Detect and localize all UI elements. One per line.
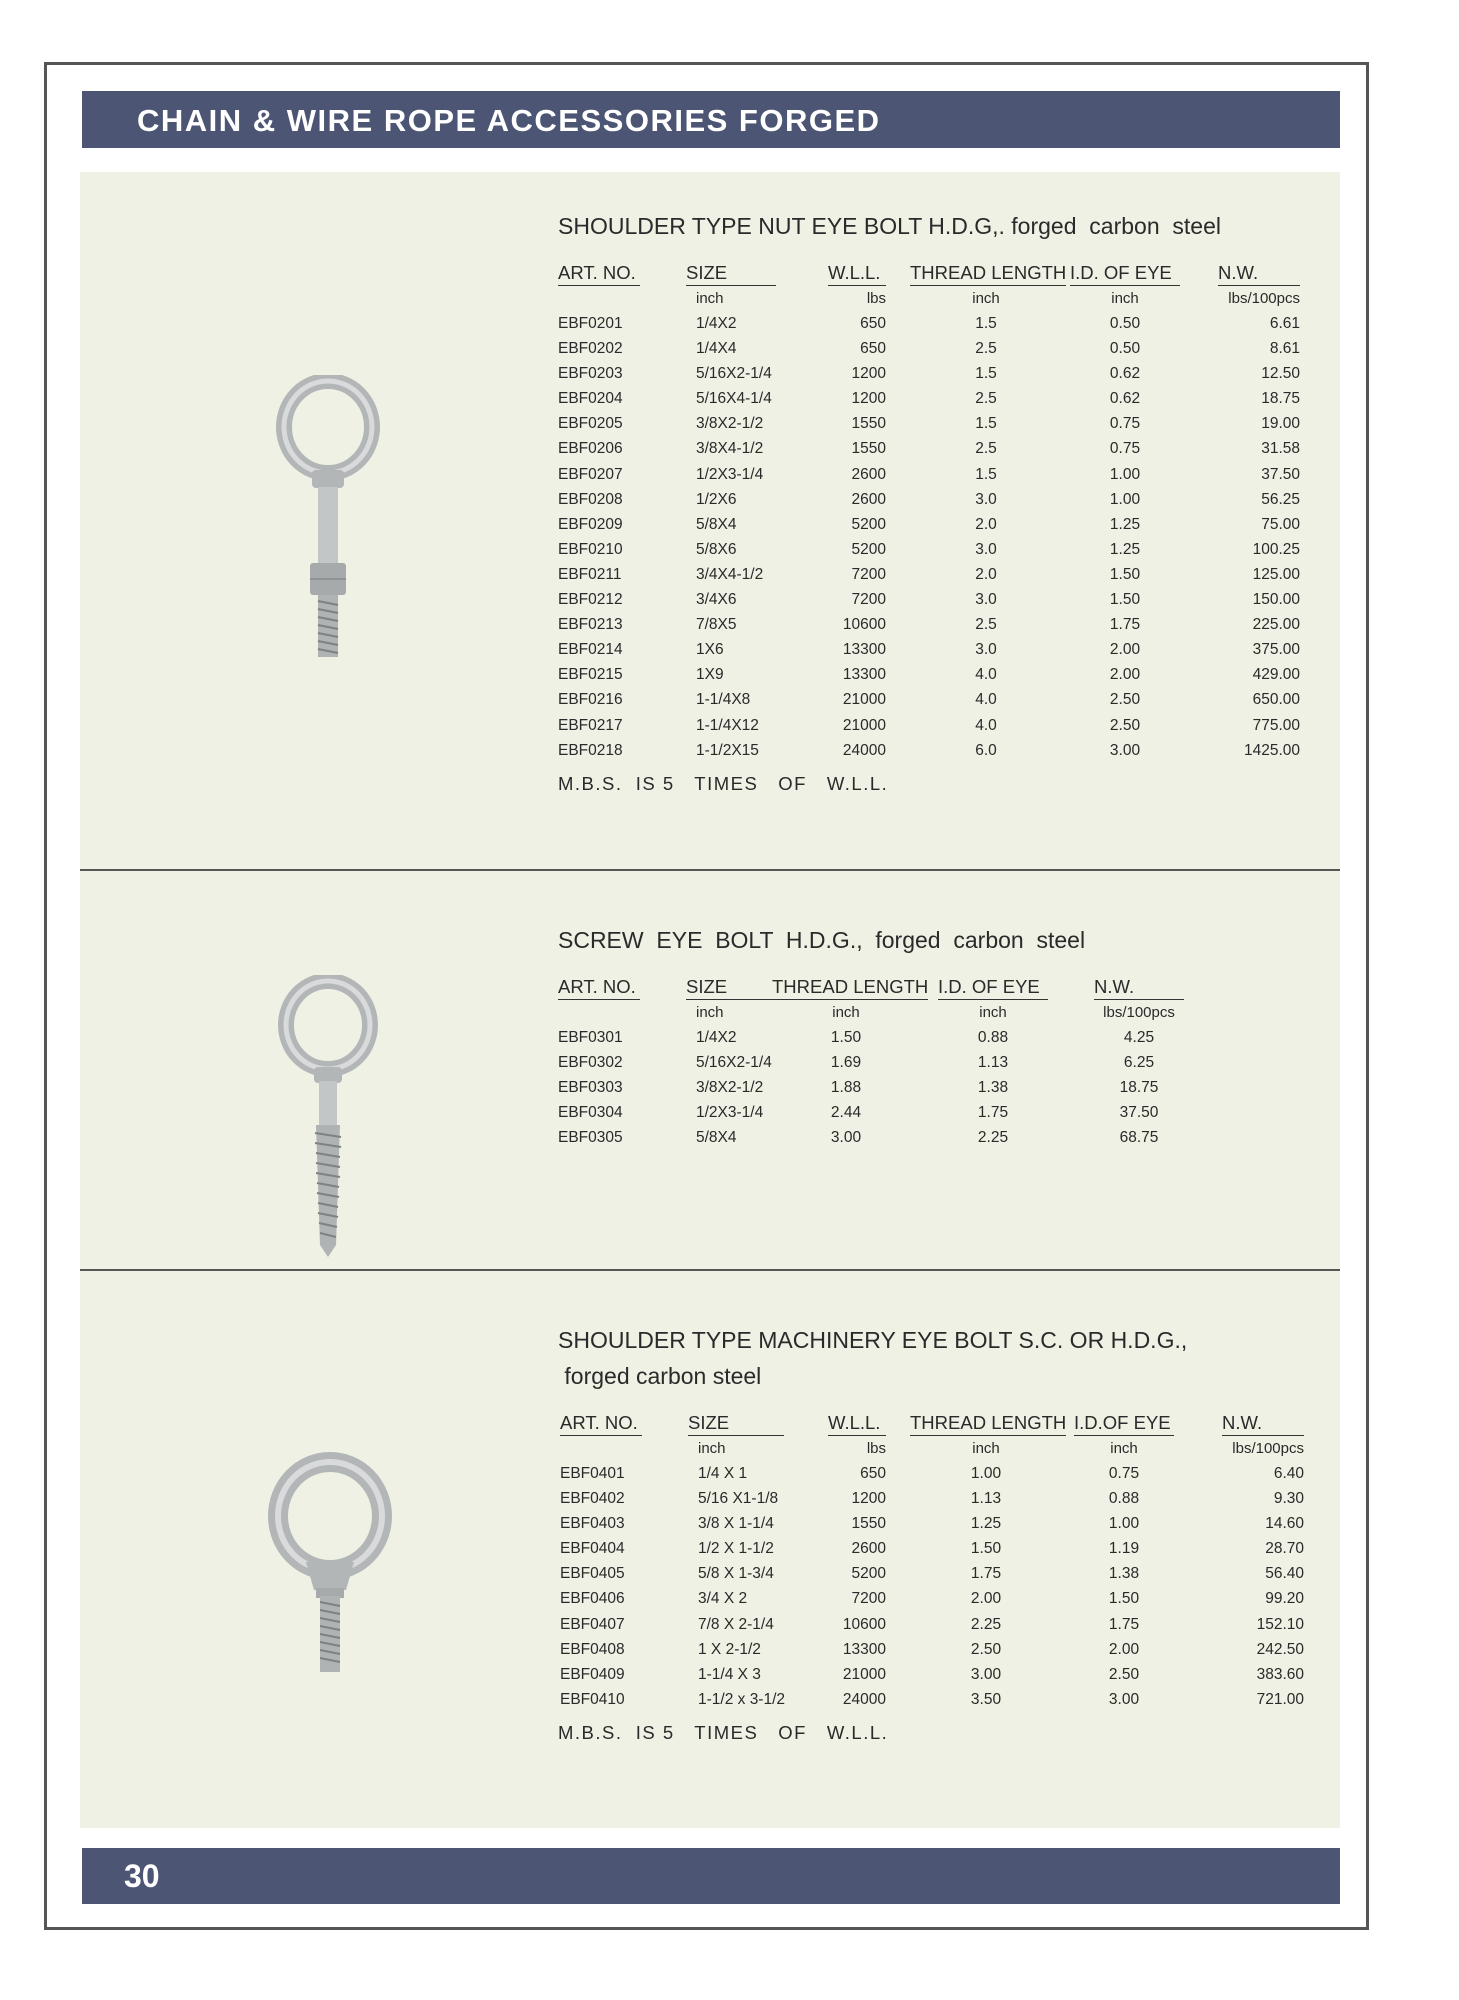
table-cell: 3/4X4-1/2 — [696, 565, 764, 583]
table-cell: 2.5 — [975, 616, 997, 634]
mbs-note: M.B.S. IS 5 TIMES OF W.L.L. — [558, 1721, 889, 1743]
table-cell: 5/8X4 — [696, 1129, 737, 1147]
table-cell: 2.44 — [830, 1104, 862, 1122]
table-row — [558, 1465, 1304, 1490]
table-cell: 3.50 — [970, 1690, 1002, 1708]
table-cell: 1.5 — [975, 415, 997, 433]
table-row — [558, 1490, 1304, 1515]
table-cell: EBF0203 — [558, 365, 623, 383]
column-header: I.D. OF EYE — [938, 976, 1048, 1000]
table-cell: 3.0 — [975, 540, 997, 558]
table-cell: 100.25 — [1252, 540, 1300, 558]
table-cell: 3/8X2-1/2 — [696, 1079, 764, 1097]
table-row — [558, 365, 1300, 390]
table-cell: 8.61 — [1269, 340, 1300, 358]
table-cell: EBF0304 — [558, 1104, 623, 1122]
section-machinery-eye-bolt — [558, 1322, 1304, 1744]
table-cell: 1-1/4X12 — [696, 716, 759, 734]
table-cell: 3/4 X 2 — [698, 1590, 748, 1608]
table-cell: 1-1/4 X 3 — [698, 1665, 761, 1683]
table-row — [558, 1515, 1304, 1540]
table-cell: 1550 — [851, 440, 886, 458]
table-cell: 3/8X4-1/2 — [696, 440, 764, 458]
column-unit: lbs — [866, 1440, 886, 1457]
table-row — [558, 1665, 1304, 1691]
column-header: I.D.OF EYE — [1074, 1412, 1174, 1436]
table-cell: 19.00 — [1261, 415, 1300, 433]
table-cell: 1/4X2 — [696, 1029, 737, 1046]
table-cell: 2.5 — [975, 440, 997, 458]
table-header — [558, 1412, 1263, 1440]
column-unit: inch — [832, 1004, 860, 1021]
table-cell: 2.25 — [977, 1129, 1009, 1147]
table-cell: 2600 — [851, 465, 886, 483]
table-cell: 2.00 — [970, 1590, 1002, 1608]
table-cell: 383.60 — [1256, 1665, 1304, 1683]
table-cell: 1.00 — [1108, 1515, 1140, 1533]
table-cell: 2.0 — [975, 515, 997, 533]
unit-row — [558, 1440, 1304, 1465]
table-cell: 2.5 — [975, 340, 997, 358]
table-cell: 2600 — [851, 1540, 886, 1558]
table-cell: 21000 — [842, 1665, 886, 1683]
table-cell: 1-1/4X8 — [696, 691, 751, 709]
column-header: ART. NO. — [558, 262, 640, 286]
section-screw-eye-bolt — [558, 922, 1175, 1154]
table-cell: 1.38 — [977, 1079, 1009, 1097]
table-cell: 5/16 X1-1/8 — [698, 1490, 779, 1508]
column-header: W.L.L. — [828, 1412, 886, 1436]
table-cell: 1200 — [851, 1490, 886, 1508]
column-unit: lbs — [866, 290, 886, 307]
column-header: THREAD LENGTH — [772, 976, 928, 1000]
table-cell: 4.0 — [975, 666, 997, 684]
table-cell: 7200 — [851, 565, 886, 583]
table-header — [558, 976, 1135, 1004]
table-cell: 3.0 — [975, 591, 997, 609]
page-number: 30 — [124, 1858, 160, 1894]
table-cell: 2.25 — [970, 1615, 1002, 1633]
column-header: ART. NO. — [560, 1412, 642, 1436]
column-unit: lbs/100pcs — [1232, 1440, 1304, 1457]
table-cell: 1 X 2-1/2 — [698, 1640, 761, 1658]
table-cell: 4.0 — [975, 716, 997, 734]
table-cell: EBF0301 — [558, 1029, 623, 1046]
table-cell: 0.75 — [1109, 440, 1141, 458]
table-cell: 37.50 — [1119, 1104, 1159, 1122]
table-cell: 1/4X4 — [696, 340, 737, 358]
table-row — [558, 1029, 1155, 1054]
table-cell: 5200 — [851, 1565, 886, 1583]
shoulder-nut-eye-bolt-icon — [270, 375, 390, 665]
table-cell: 3.00 — [830, 1129, 862, 1147]
column-header: SIZE — [686, 976, 776, 1000]
table-cell: EBF0402 — [560, 1490, 625, 1508]
table-cell: 7200 — [851, 591, 886, 609]
table-cell: 31.58 — [1261, 440, 1300, 458]
table-cell: 0.75 — [1108, 1465, 1140, 1482]
table-row — [558, 565, 1300, 591]
table-cell: 1.69 — [830, 1054, 862, 1072]
column-header: SIZE — [686, 262, 776, 286]
table-row — [558, 1079, 1159, 1104]
table-cell: EBF0408 — [560, 1640, 625, 1658]
table-cell: 1.00 — [1109, 490, 1141, 508]
table-cell: EBF0205 — [558, 415, 623, 433]
table-cell: 2.50 — [1109, 691, 1141, 709]
table-row — [558, 1054, 1155, 1079]
table-cell: 3.0 — [975, 490, 997, 508]
table-cell: 1/2 X 1-1/2 — [698, 1540, 774, 1558]
table-row — [558, 1565, 1304, 1590]
table-cell: EBF0216 — [558, 691, 623, 709]
table-cell: 1.75 — [1109, 616, 1141, 634]
table-cell: 2.50 — [1109, 716, 1141, 734]
section-title: SHOULDER TYPE NUT EYE BOLT H.D.G,. forged carbon steel — [558, 213, 1221, 239]
table-cell: 225.00 — [1252, 616, 1300, 634]
table-cell: EBF0209 — [558, 515, 623, 533]
unit-row — [558, 290, 1300, 315]
column-header: THREAD LENGTH — [910, 1412, 1066, 1436]
table-cell: 13300 — [842, 1640, 886, 1658]
table-cell: EBF0208 — [558, 490, 623, 508]
column-unit: inch — [972, 1440, 1000, 1457]
table-cell: 2.00 — [1109, 666, 1141, 684]
table-cell: 0.88 — [1108, 1490, 1140, 1508]
table-cell: EBF0218 — [558, 741, 623, 759]
table-cell: 13300 — [842, 641, 886, 659]
table-cell: 1.75 — [1108, 1615, 1140, 1633]
table-cell: EBF0303 — [558, 1079, 623, 1097]
table-cell: EBF0404 — [560, 1540, 625, 1558]
table-cell: 6.0 — [975, 741, 997, 759]
machinery-eye-bolt-icon — [262, 1450, 402, 1680]
column-header: THREAD LENGTH — [910, 262, 1066, 286]
table-cell: EBF0212 — [558, 591, 623, 609]
table-cell: 1.5 — [975, 365, 997, 383]
table-row — [558, 390, 1300, 415]
table-row — [558, 315, 1300, 340]
table-cell: 1-1/2 x 3-1/2 — [698, 1690, 786, 1708]
table-cell: EBF0202 — [558, 340, 623, 358]
table-cell: 2.50 — [970, 1640, 1002, 1658]
column-unit: inch — [1111, 290, 1139, 307]
table-cell: 1.5 — [975, 315, 997, 332]
column-unit: inch — [698, 1440, 726, 1457]
table-cell: EBF0405 — [560, 1565, 625, 1583]
table-cell: EBF0204 — [558, 390, 623, 408]
table-cell: 1.50 — [970, 1540, 1002, 1558]
table-cell: 1.75 — [977, 1104, 1009, 1122]
table-cell: 56.25 — [1261, 490, 1300, 508]
table-cell: 2.5 — [975, 390, 997, 408]
table-cell: 0.88 — [977, 1029, 1009, 1046]
table-cell: 125.00 — [1252, 565, 1300, 583]
table-cell: 2.0 — [975, 565, 997, 583]
table-cell: 7200 — [851, 1590, 886, 1608]
table-cell: EBF0409 — [560, 1665, 625, 1683]
column-unit: lbs/100pcs — [1228, 290, 1300, 307]
table-cell: 13300 — [842, 666, 886, 684]
table-cell: 1/2X3-1/4 — [696, 465, 764, 483]
section-title: SCREW EYE BOLT H.D.G., forged carbon steel — [558, 927, 1086, 953]
table-cell: 721.00 — [1256, 1690, 1304, 1708]
table-cell: 5/16X2-1/4 — [696, 365, 772, 383]
table-cell: 5/8 X 1-3/4 — [698, 1565, 774, 1583]
table-row — [558, 1640, 1304, 1666]
table-cell: 6.61 — [1269, 315, 1300, 332]
table-cell: 650 — [860, 315, 886, 332]
screw-eye-bolt-icon — [270, 975, 390, 1265]
table-cell: 429.00 — [1252, 666, 1300, 684]
table-cell: 1.50 — [1109, 565, 1141, 583]
table-cell: 3.00 — [970, 1665, 1002, 1683]
table-cell: 6.25 — [1123, 1054, 1155, 1072]
table-cell: 1200 — [851, 390, 886, 408]
table-cell: EBF0217 — [558, 716, 623, 734]
spec-table — [558, 1412, 1304, 1716]
table-cell: 650 — [860, 1465, 886, 1482]
table-cell: EBF0401 — [560, 1465, 625, 1482]
table-row — [558, 741, 1300, 767]
table-cell: 5/16X2-1/4 — [696, 1054, 772, 1072]
table-row — [558, 415, 1300, 440]
table-cell: 242.50 — [1256, 1640, 1304, 1658]
table-cell: EBF0215 — [558, 666, 623, 684]
table-cell: 1.25 — [1109, 540, 1141, 558]
table-cell: EBF0207 — [558, 465, 623, 483]
table-row — [558, 1104, 1159, 1129]
table-cell: 5/8X6 — [696, 540, 737, 558]
table-row — [558, 1129, 1159, 1154]
table-row — [558, 666, 1300, 691]
table-cell: 650.00 — [1252, 691, 1300, 709]
table-cell: EBF0201 — [558, 315, 623, 332]
table-cell: 28.70 — [1265, 1540, 1304, 1558]
table-cell: 0.50 — [1109, 315, 1141, 332]
table-cell: 1/2X6 — [696, 490, 737, 508]
table-cell: EBF0206 — [558, 440, 623, 458]
table-cell: EBF0305 — [558, 1129, 623, 1147]
table-row — [558, 465, 1300, 491]
column-unit: lbs/100pcs — [1103, 1004, 1175, 1021]
column-header: N.W. — [1222, 1412, 1304, 1436]
table-cell: 24000 — [842, 1690, 886, 1708]
table-cell: 1425.00 — [1243, 741, 1300, 759]
header-bar — [82, 91, 1340, 148]
table-cell: 6.40 — [1273, 1465, 1304, 1482]
column-header: SIZE — [688, 1412, 784, 1436]
table-cell: 68.75 — [1119, 1129, 1159, 1147]
table-cell: 1.13 — [970, 1490, 1002, 1508]
table-cell: 375.00 — [1252, 641, 1300, 659]
section-shoulder-nut-eye-bolt — [558, 208, 1300, 795]
table-cell: 0.75 — [1109, 415, 1141, 433]
column-header: N.W. — [1218, 262, 1300, 286]
table-cell: 3.0 — [975, 641, 997, 659]
table-cell: 1X9 — [696, 666, 724, 684]
table-cell: 1.38 — [1108, 1565, 1140, 1583]
table-cell: 150.00 — [1252, 591, 1300, 609]
column-header: N.W. — [1094, 976, 1184, 1000]
column-header: W.L.L. — [828, 262, 886, 286]
table-cell: 18.75 — [1261, 390, 1300, 408]
table-cell: 9.30 — [1273, 1490, 1304, 1508]
table-cell: EBF0213 — [558, 616, 623, 634]
table-cell: 2.50 — [1108, 1665, 1140, 1683]
unit-row — [558, 1004, 1175, 1029]
table-row — [558, 1590, 1304, 1615]
table-cell: 1.88 — [830, 1079, 862, 1097]
table-cell: 1.00 — [1109, 465, 1141, 483]
table-cell: 0.62 — [1109, 390, 1141, 408]
column-unit: inch — [979, 1004, 1007, 1021]
table-cell: 152.10 — [1256, 1615, 1304, 1633]
spec-table — [558, 976, 1175, 1154]
table-cell: 4.25 — [1123, 1029, 1155, 1046]
table-cell: EBF0403 — [560, 1515, 625, 1533]
table-cell: 1.25 — [1109, 515, 1141, 533]
table-cell: EBF0214 — [558, 641, 623, 659]
table-cell: 10600 — [842, 1615, 886, 1633]
table-cell: 1550 — [851, 1515, 886, 1533]
column-header: ART. NO. — [558, 976, 640, 1000]
table-cell: 1.75 — [970, 1565, 1002, 1583]
table-cell: 2600 — [851, 490, 886, 508]
table-cell: 99.20 — [1265, 1590, 1304, 1608]
table-header — [558, 262, 1259, 290]
table-cell: 3/8X2-1/2 — [696, 415, 764, 433]
table-cell: EBF0210 — [558, 540, 623, 558]
table-cell: 7/8X5 — [696, 616, 737, 634]
table-cell: 14.60 — [1265, 1515, 1304, 1533]
column-unit: inch — [972, 290, 1000, 307]
table-cell: 37.50 — [1261, 465, 1300, 483]
table-row — [558, 490, 1300, 516]
table-cell: 1.13 — [977, 1054, 1009, 1072]
table-cell: 12.50 — [1261, 365, 1300, 383]
table-cell: EBF0302 — [558, 1054, 623, 1072]
table-cell: 1.50 — [1109, 591, 1141, 609]
table-cell: 1.5 — [975, 465, 997, 483]
table-row — [558, 1690, 1304, 1716]
table-cell: 7/8 X 2-1/4 — [698, 1615, 774, 1633]
table-cell: 2.00 — [1108, 1640, 1140, 1658]
table-row — [558, 616, 1300, 641]
table-cell: 1.25 — [970, 1515, 1002, 1533]
table-row — [558, 641, 1300, 666]
column-header: I.D. OF EYE — [1070, 262, 1180, 286]
table-cell: 0.62 — [1109, 365, 1141, 383]
table-cell: 3/4X6 — [696, 591, 737, 609]
table-cell: 24000 — [842, 741, 886, 759]
table-cell: 1.19 — [1108, 1540, 1140, 1558]
table-cell: 1/4 X 1 — [698, 1465, 748, 1482]
table-cell: EBF0410 — [560, 1690, 625, 1708]
table-cell: 5200 — [851, 540, 886, 558]
table-cell: 1550 — [851, 415, 886, 433]
spec-table — [558, 262, 1300, 767]
table-cell: 1-1/2X15 — [696, 741, 759, 759]
table-cell: 1200 — [851, 365, 886, 383]
table-row — [558, 540, 1300, 566]
table-cell: 21000 — [842, 691, 886, 709]
table-cell: 75.00 — [1261, 515, 1300, 533]
table-row — [558, 591, 1300, 616]
column-unit: inch — [696, 1004, 724, 1021]
table-cell: 1.50 — [1108, 1590, 1140, 1608]
table-cell: 3/8 X 1-1/4 — [698, 1515, 774, 1533]
table-cell: 2.00 — [1109, 641, 1141, 659]
table-cell: 1.00 — [970, 1465, 1002, 1482]
table-cell: 5200 — [851, 515, 886, 533]
table-cell: EBF0406 — [560, 1590, 625, 1608]
table-row — [558, 716, 1300, 742]
table-row — [558, 340, 1300, 365]
footer-bar — [82, 1848, 1340, 1904]
table-cell: 650 — [860, 340, 886, 358]
table-row — [558, 691, 1300, 716]
column-unit: inch — [696, 290, 724, 307]
table-cell: 0.50 — [1109, 340, 1141, 358]
table-cell: 5/16X4-1/4 — [696, 390, 772, 408]
table-cell: 5/8X4 — [696, 515, 737, 533]
mbs-note: M.B.S. IS 5 TIMES OF W.L.L. — [558, 772, 889, 794]
table-cell: 10600 — [842, 616, 886, 634]
column-unit: inch — [1110, 1440, 1138, 1457]
table-cell: 56.40 — [1265, 1565, 1304, 1583]
table-cell: 3.00 — [1108, 1690, 1140, 1708]
table-cell: 1/2X3-1/4 — [696, 1104, 764, 1122]
table-row — [558, 1615, 1304, 1641]
table-cell: EBF0407 — [560, 1615, 625, 1633]
page-title: CHAIN & WIRE ROPE ACCESSORIES FORGED — [137, 103, 881, 138]
table-row — [558, 440, 1300, 465]
table-cell: 3.00 — [1109, 741, 1141, 759]
table-row — [558, 515, 1300, 541]
table-cell: 775.00 — [1252, 716, 1300, 734]
section-title: SHOULDER TYPE MACHINERY EYE BOLT S.C. OR H.D.G., forged carbon steel — [558, 1327, 1188, 1389]
table-cell: EBF0211 — [558, 565, 622, 583]
table-cell: 1/4X2 — [696, 315, 737, 332]
table-cell: 21000 — [842, 716, 886, 734]
table-cell: 4.0 — [975, 691, 997, 709]
table-cell: 1.50 — [830, 1029, 862, 1046]
table-cell: 18.75 — [1119, 1079, 1159, 1097]
table-cell: 1X6 — [696, 641, 724, 659]
table-row — [558, 1540, 1304, 1565]
